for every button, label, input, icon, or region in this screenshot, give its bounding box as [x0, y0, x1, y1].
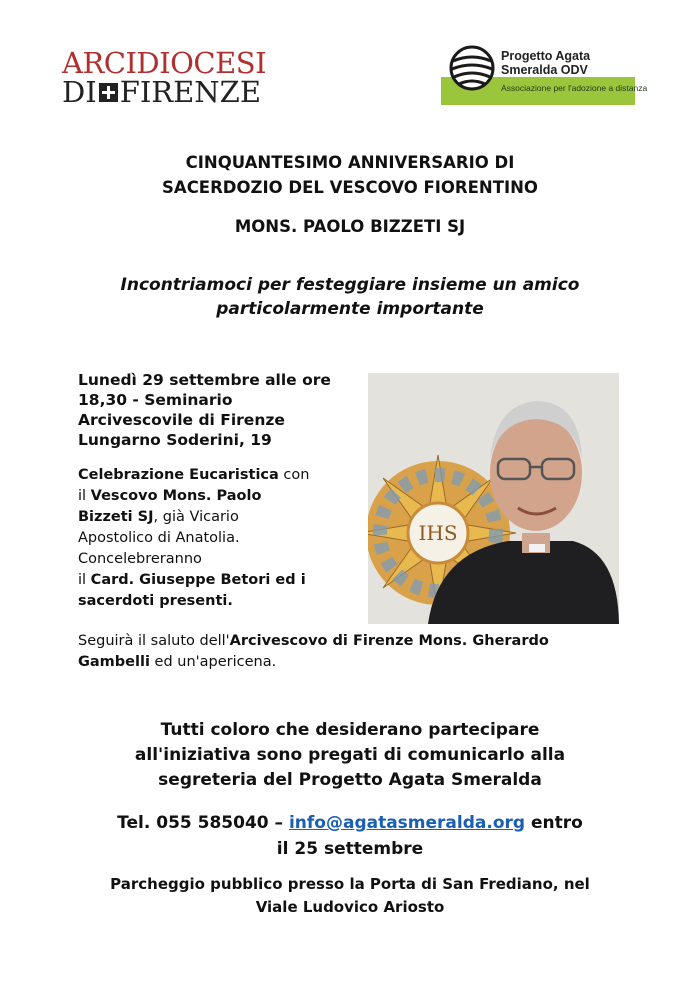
parking-line2: Viale Ludovico Ariosto — [255, 898, 445, 916]
contact-after-email: entro — [530, 813, 583, 833]
cta-line1: Tutti coloro che desiderano partecipare — [160, 720, 540, 740]
email-link[interactable]: info@agatasmeralda.org — [288, 813, 526, 833]
arcidiocesi-logo-firenze: FIRENZE — [119, 75, 261, 109]
deadline: il 25 settembre — [276, 839, 424, 859]
progetto-agata-smeralda-logo — [441, 41, 648, 105]
parking-info — [0, 873, 700, 919]
ihs-emblem-text: IHS — [418, 521, 458, 545]
event-when-line: Arcivescovile di Firenze — [78, 411, 285, 429]
call-to-action — [0, 718, 700, 793]
greeting — [78, 631, 658, 673]
bishop-photo — [368, 373, 619, 624]
title-line3: MONS. PAOLO BIZZETI SJ — [234, 217, 466, 236]
desc-bold: Vescovo Mons. Paolo — [90, 488, 262, 504]
logo-name-line2: Smeralda ODV — [501, 63, 588, 77]
desc-bold: sacerdoti presenti. — [78, 593, 233, 609]
greeting-text: Seguirà il saluto dell' — [78, 633, 230, 649]
event-when-line: Lungarno Soderini, 19 — [78, 431, 272, 449]
page-title — [0, 150, 700, 200]
desc-text: il — [78, 572, 91, 588]
tagline-line1: Incontriamoci per festeggiare insieme un amico — [120, 275, 580, 295]
title-line1: CINQUANTESIMO ANNIVERSARIO DI — [185, 153, 515, 172]
tagline-line2: particolarmente importante — [216, 299, 484, 319]
tagline — [60, 273, 640, 321]
logo-name — [501, 49, 590, 77]
arcidiocesi-logo-line1: ARCIDIOCESI — [62, 46, 267, 80]
event-when-line: 18,30 - Seminario — [78, 391, 233, 409]
title-line2: SACERDOZIO DEL VESCOVO FIORENTINO — [162, 178, 538, 197]
cta-line2: all'iniziativa sono pregati di comunicarlo alla — [134, 745, 566, 765]
greeting-bold: Arcivescovo di Firenze Mons. Gherardo — [229, 633, 549, 649]
contact-info — [0, 810, 700, 862]
desc-bold: Celebrazione Eucaristica — [78, 467, 279, 483]
portrait-illustration — [368, 373, 619, 624]
globe-icon — [449, 45, 495, 91]
phone-number: Tel. 055 585040 – — [117, 813, 284, 833]
cross-icon — [99, 83, 118, 102]
logo-subtitle: Associazione per l'adozione a distanza — [501, 83, 648, 93]
event-description — [78, 465, 368, 612]
logo-name-line1: Progetto Agata — [501, 49, 591, 63]
event-when-line: Lunedì 29 settembre alle ore — [78, 371, 331, 389]
arcidiocesi-logo-di: DI — [62, 75, 97, 109]
parking-line1: Parcheggio pubblico presso la Porta di San Frediano, nel — [110, 875, 590, 893]
event-when — [78, 370, 368, 450]
desc-text: con — [278, 467, 310, 483]
greeting-bold: Gambelli — [78, 654, 150, 670]
arcidiocesi-logo — [62, 46, 267, 109]
desc-bold: Bizzeti SJ — [78, 509, 154, 525]
desc-text: Concelebreranno — [78, 551, 202, 567]
desc-text: , già Vicario — [153, 509, 239, 525]
arcidiocesi-logo-line2 — [62, 77, 262, 107]
desc-text: Apostolico di Anatolia. — [78, 530, 240, 546]
cta-line3: segreteria del Progetto Agata Smeralda — [158, 770, 542, 790]
desc-text: il — [78, 488, 91, 504]
greeting-text: ed un'apericena. — [149, 654, 277, 670]
desc-bold: Card. Giuseppe Betori ed i — [90, 572, 306, 588]
